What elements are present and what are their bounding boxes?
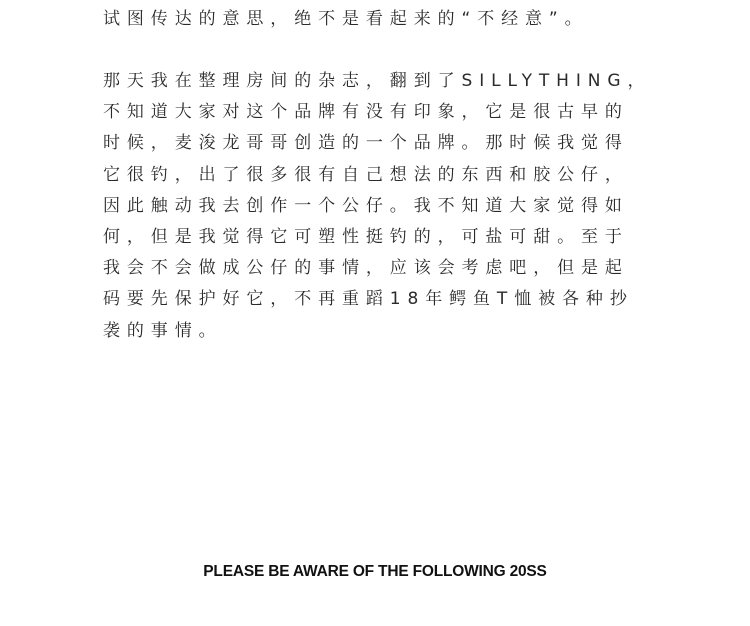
paragraph-line: 袭的事情。 bbox=[103, 320, 223, 341]
paragraph-line: 它很钓，出了很多很有自己想法的东西和胶公仔， bbox=[103, 164, 629, 185]
paragraph-line: 何，但是我觉得它可塑性挺钓的，可盐可甜。至于 bbox=[103, 226, 629, 247]
paragraph-line: 时候，麦浚龙哥哥创造的一个品牌。那时候我觉得 bbox=[103, 133, 629, 154]
paragraph-line: 码要先保护好它，不再重蹈18年鳄鱼T恤被各种抄 bbox=[103, 289, 634, 310]
section-heading: PLEASE BE AWARE OF THE FOLLOWING 20SS bbox=[203, 563, 547, 580]
paragraph-line: 不知道大家对这个品牌有没有印象，它是很古早的 bbox=[103, 102, 629, 123]
paragraph-line: 因此触动我去创作一个公仔。我不知道大家觉得如 bbox=[103, 195, 629, 216]
paragraph-line: 那天我在整理房间的杂志，翻到了SILLYTHING， bbox=[103, 71, 652, 91]
article-paragraph bbox=[103, 66, 663, 347]
intro-text-line: 试图传达的意思，绝不是看起来的“不经意”。 bbox=[103, 9, 589, 29]
paragraph-line: 我会不会做成公仔的事情，应该会考虑吧，但是起 bbox=[103, 258, 629, 279]
